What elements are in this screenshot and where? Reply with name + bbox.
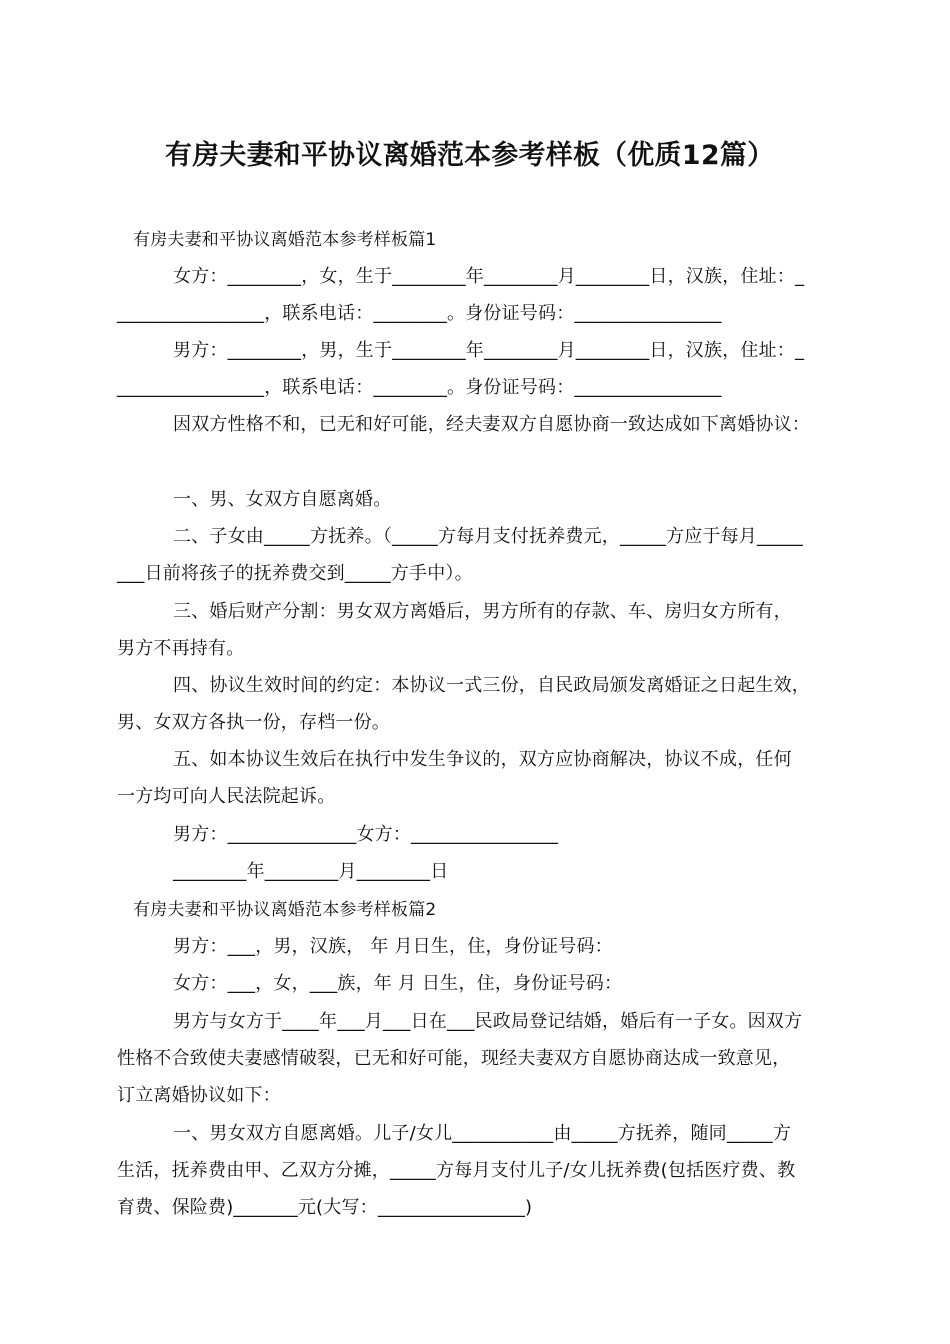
- clause-2-line-2: ___日前将孩子的抚养费交到_____方手中）。: [117, 563, 473, 584]
- date-line: ________年________月________日: [173, 861, 449, 882]
- section-2-clause-1-line-3: 育费、保险费)_______元(大写：________________): [117, 1197, 533, 1218]
- clause-3-line-1: 三、婚后财产分割：男女双方离婚后，男方所有的存款、车、房归女方所有，: [173, 601, 792, 622]
- marriage-paragraph-line-1: 男方与女方于____年___月___日在___民政局登记结婚，婚后有一子女。因双方: [173, 1011, 803, 1032]
- preamble-text: 因双方性格不和，已无和好可能，经夫妻双方自愿协商一致达成如下离婚协议：: [173, 414, 810, 435]
- clause-4-line-1: 四、协议生效时间的约定：本协议一式三份，自民政局颁发离婚证之日起生效，: [173, 675, 810, 696]
- marriage-paragraph-line-2: 性格不合致使夫妻感情破裂，已无和好可能，现经夫妻双方自愿协商达成一致意见，: [117, 1048, 791, 1069]
- clause-3-line-2: 男方不再持有。: [117, 638, 245, 659]
- female-info-line-1: 女方：________，女，生于________年________月________日，汉族，住址：_: [173, 266, 805, 287]
- clause-2-line-1: 二、子女由_____方抚养。（_____方每月支付抚养费元，_____方应于每月_____: [173, 526, 803, 547]
- section-2-clause-1-line-2: 生活，抚养费由甲、乙双方分摊，_____方每月支付儿子/女儿抚养费(包括医疗费、教: [117, 1160, 796, 1181]
- female-info-line-2: ________________，联系电话：________。身份证号码：________________: [117, 303, 722, 324]
- section-2-male-info: 男方：___，男，汉族， 年 月日生，住，身份证号码：: [173, 936, 613, 957]
- marriage-paragraph-line-3: 订立离婚协议如下：: [117, 1085, 281, 1106]
- male-info-line-1: 男方：________，男，生于________年________月________日，汉族，住址：_: [173, 340, 805, 361]
- document-title: 有房夫妻和平协议离婚范本参考样板（优质12篇）: [165, 140, 775, 171]
- section-2-heading: 有房夫妻和平协议离婚范本参考样板篇2: [133, 900, 437, 920]
- section-2-female-info: 女方：___，女，___族，年 月 日生，住，身份证号码：: [173, 973, 623, 994]
- clause-1: 一、男、女双方自愿离婚。: [173, 489, 392, 510]
- male-info-line-2: ________________，联系电话：________。身份证号码：________________: [117, 377, 722, 398]
- clause-5-line-1: 五、如本协议生效后在执行中发生争议的，双方应协商解决，协议不成，任何: [173, 749, 792, 770]
- clause-5-line-2: 一方均可向人民法院起诉。: [117, 786, 336, 807]
- clause-4-line-2: 男、女双方各执一份，存档一份。: [117, 712, 390, 733]
- signature-line: 男方：______________女方：________________: [173, 824, 559, 845]
- section-2-clause-1-line-1: 一、男女双方自愿离婚。儿子/女儿___________由_____方抚养，随同_____方: [173, 1123, 792, 1144]
- section-1-heading: 有房夫妻和平协议离婚范本参考样板篇1: [133, 230, 437, 250]
